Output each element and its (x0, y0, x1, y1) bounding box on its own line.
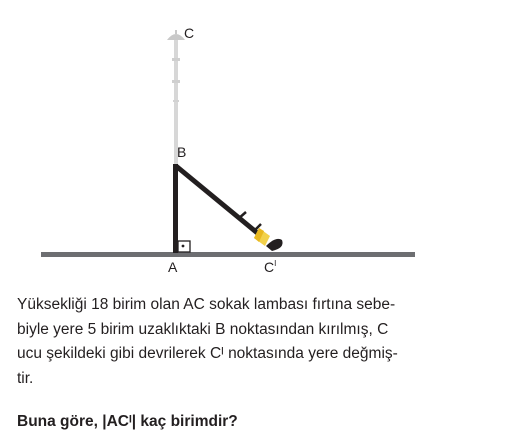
pole-standing-part (173, 164, 178, 253)
label-c-prime-mark: I (274, 259, 277, 268)
label-b: B (177, 144, 187, 160)
problem-line-3: ucu şekildeki gibi devrilerek Cᴵ noktasında yere değmiş- (17, 345, 398, 362)
label-a: A (168, 259, 178, 275)
problem-statement (17, 293, 467, 391)
problem-line-4: tir. (17, 369, 34, 387)
label-c-prime (264, 259, 276, 275)
lamp-head-icon (254, 228, 283, 251)
ground-line (41, 252, 415, 257)
question-text: Buna göre, |ACᴵ| kaç birimdir? (17, 413, 238, 430)
label-c-prime-letter: C (264, 259, 275, 275)
pole-fallen-part (176, 166, 261, 236)
problem-line-2: biyle yere 5 birim uzaklıktaki B noktasından kırılmış, C (17, 320, 389, 338)
label-c: C (184, 25, 195, 41)
right-angle-marker (178, 241, 190, 252)
problem-line-1: Yüksekliği 18 birim olan AC sokak lambası fırtına sebe- (17, 296, 396, 313)
